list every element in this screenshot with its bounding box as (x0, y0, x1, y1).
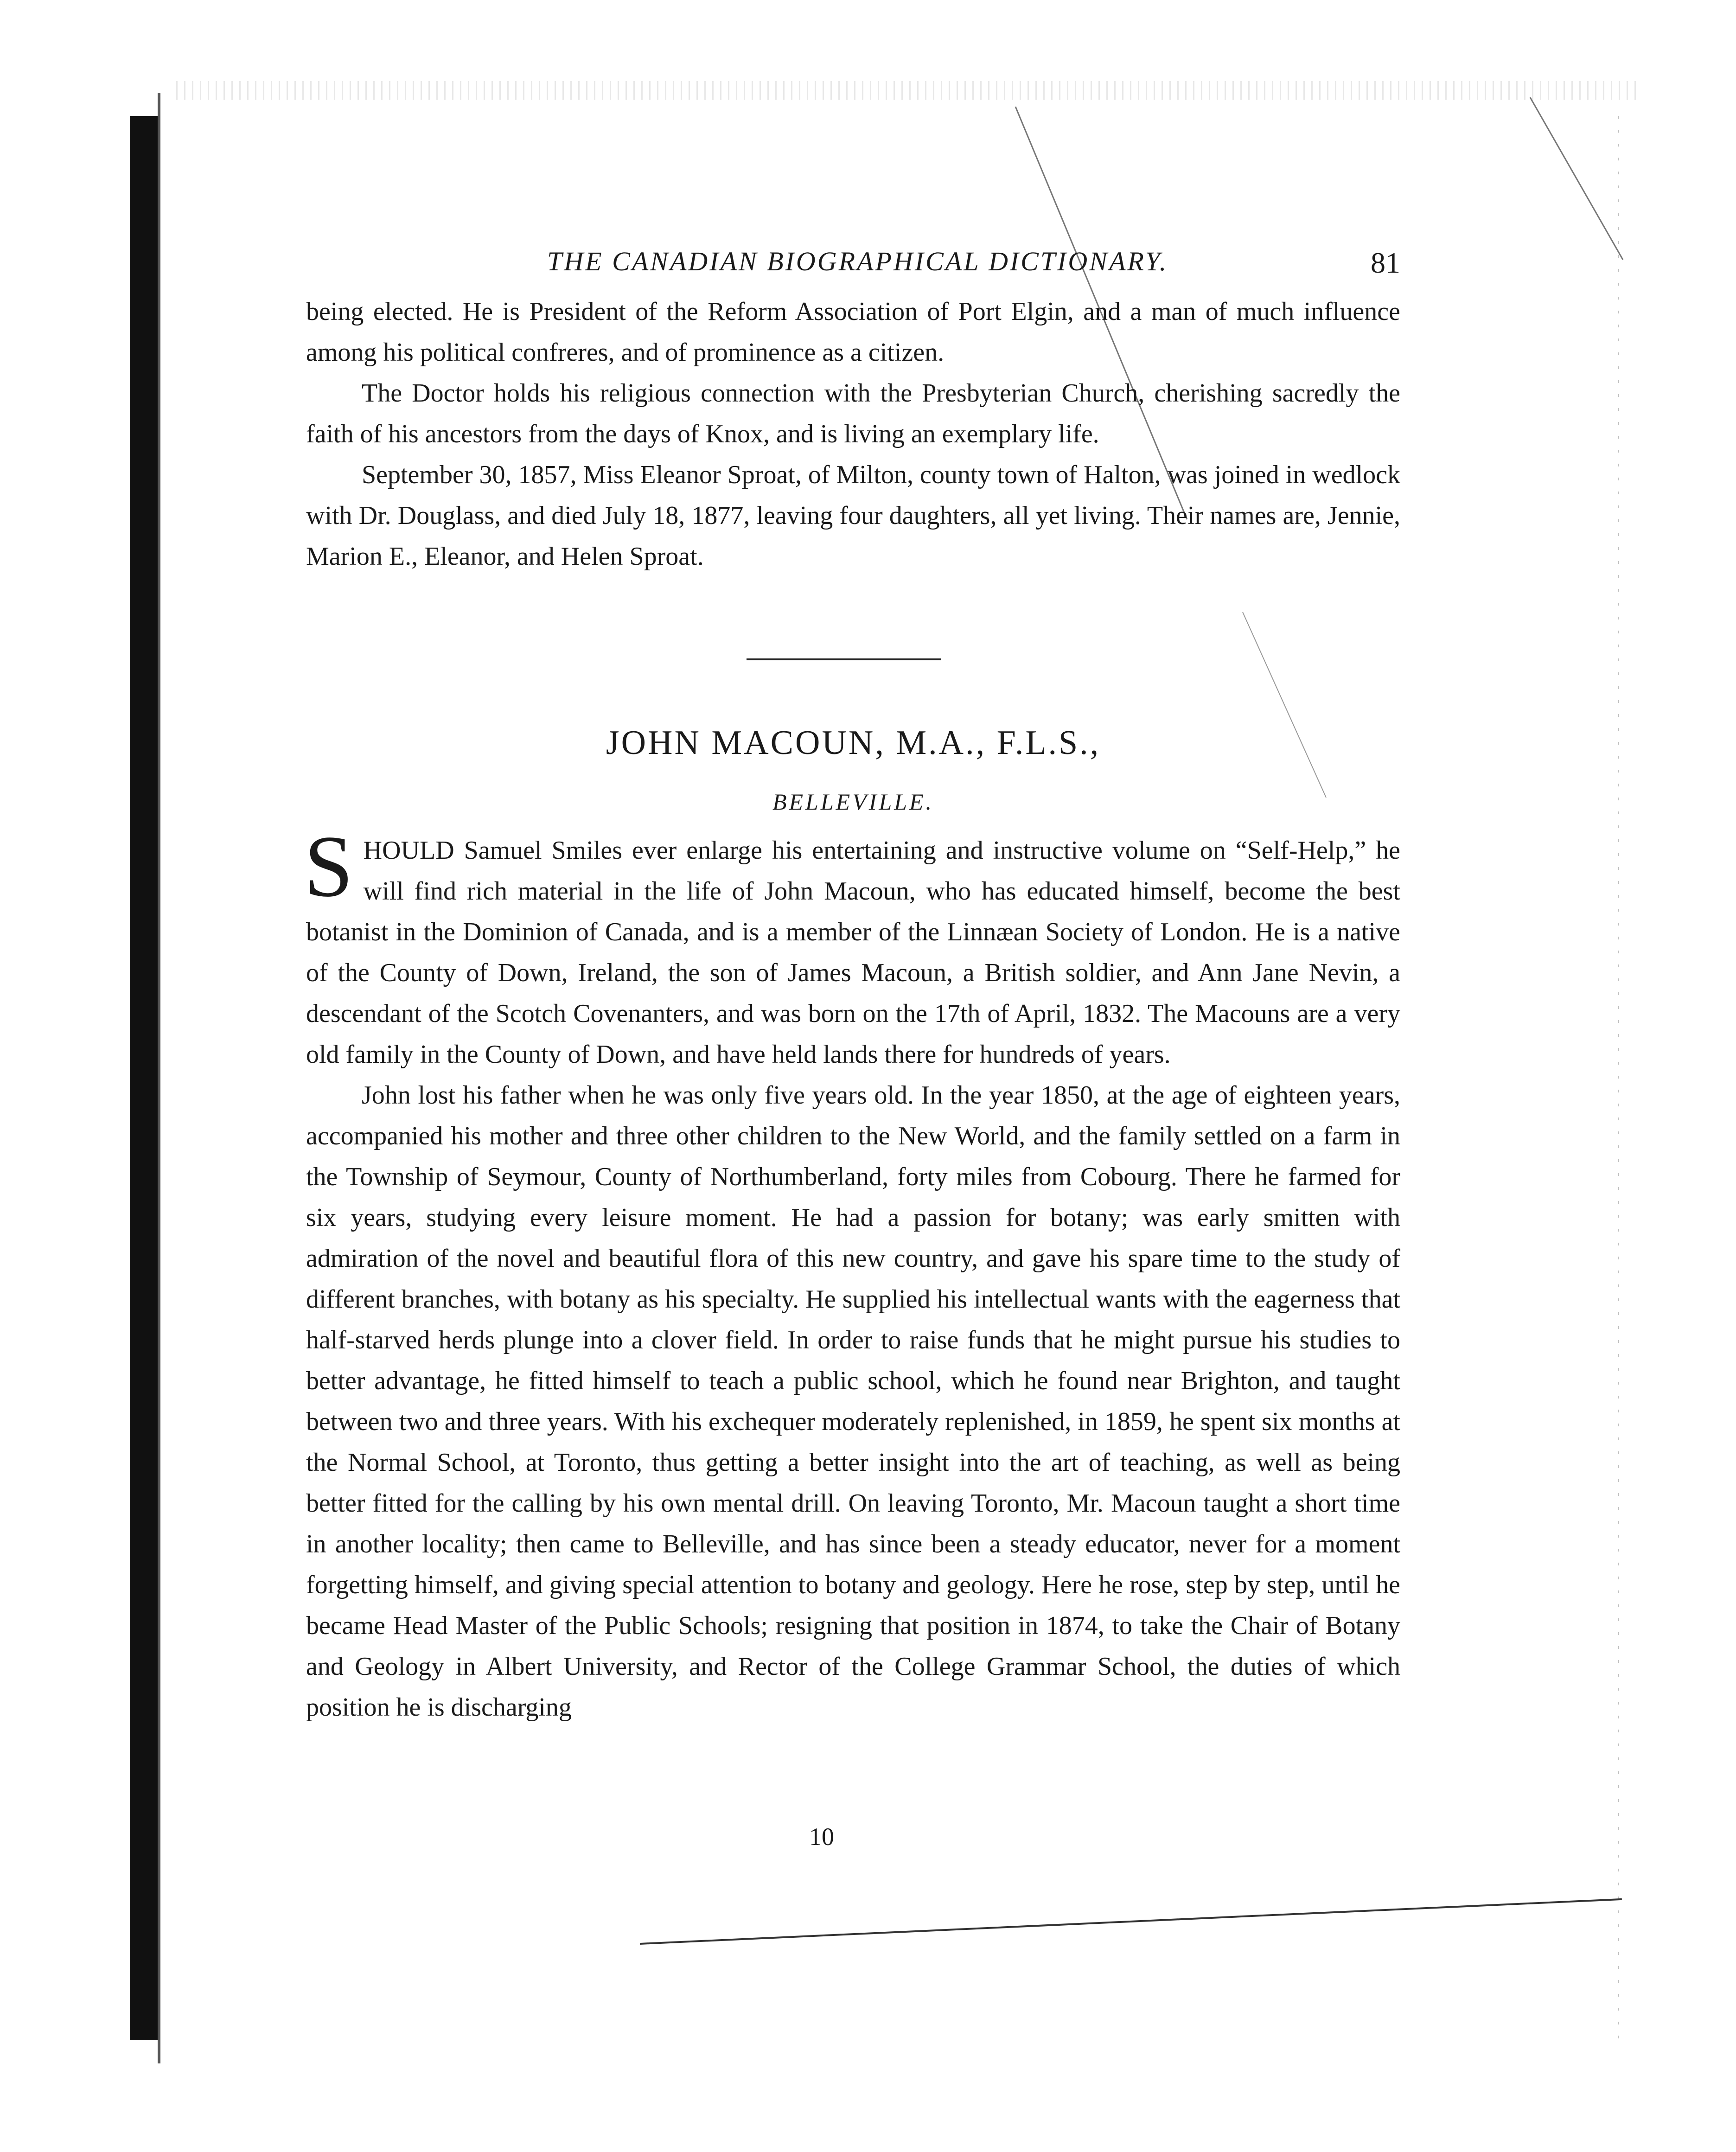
page-header (306, 241, 1400, 283)
paragraph: being elected. He is President of the Reform Association of Port Elgin, and a man of much influence among his political confreres, and of prominence as a citizen. (306, 297, 1400, 367)
entry-location: BELLEVILLE. (772, 789, 934, 815)
entry-text (304, 818, 1400, 1728)
scan-crease-line (1243, 612, 1326, 798)
paragraph-text: HOULD Samuel Smiles ever enlarge his entertaining and instructive volume on “Self-Help,” he will find rich material in the life of John Macoun, who has educated himself, become the best botanist in the Dominion of Canada, and is a member of the Linnæan Society of London. He is a native of the County of Down, Ireland, the son of James Macoun, a British soldier, and Ann Jane Nevin, a descendant of the Scotch Covenanters, and was born on the 17th of April, 1832. The Macouns are a very old family in the County of Down, and have held lands there for hundreds of years. (306, 836, 1400, 1069)
scan-crease-line (1530, 97, 1623, 260)
paragraph: The Doctor holds his religious connection with the Presbyterian Church, cherishing sacredly the faith of his ancestors from the days of Knox, and is living an exemplary life. (306, 379, 1400, 448)
page-number: 81 (1371, 246, 1400, 279)
previous-entry-text (306, 291, 1400, 577)
paragraph: September 30, 1857, Miss Eleanor Sproat, of Milton, county town of Halton, was joined in wedlock with Dr. Douglass, and died July 18, 1877, leaving four daughters, all yet living. Their names are, Jennie, Marion E., Eleanor, and Helen Sproat. (306, 460, 1400, 571)
paragraph (304, 818, 1400, 1075)
entry-title: JOHN MACOUN, M.A., F.L.S., (606, 724, 1101, 762)
printer-signature: 10 (809, 1823, 834, 1851)
drop-cap: S (304, 818, 353, 915)
running-title: THE CANADIAN BIOGRAPHICAL DICTIONARY. (547, 246, 1168, 276)
paragraph: John lost his father when he was only five years old. In the year 1850, at the age of eighteen years, accompanied his mother and three other children to the New World, and the family settled on a farm in the Township of Seymour, County of Northumberland, forty miles from Cobourg. There he farmed for six years, studying every leisure moment. He had a passion for botany; was early smitten with admiration of the novel and beautiful flora of this new country, and gave his spare time to the study of different branches, with botany as his specialty. He supplied his intellectual wants with the eagerness that half-starved herds plunge into a clover field. In order to raise funds that he might pursue his studies to better advantage, he fitted himself to teach a public school, which he found near Brighton, and taught between two and three years. With his exchequer moderately replenished, in 1859, he spent six months at the Normal School, at Toronto, thus getting a better insight into the art of teaching, as well as being better fitted for the calling by his own mental drill. On leaving Toronto, Mr. Macoun taught a short time in another locality; then came to Belleville, and has since been a steady educator, never for a moment forgetting himself, and giving special attention to botany and geology. Here he rose, step by step, until he became Head Master of the Public Schools; resigning that position in 1874, to take the Chair of Botany and Geology in Albert University, and Rector of the College Grammar School, the duties of which position he is discharging (306, 1081, 1400, 1722)
section-divider (747, 658, 941, 660)
